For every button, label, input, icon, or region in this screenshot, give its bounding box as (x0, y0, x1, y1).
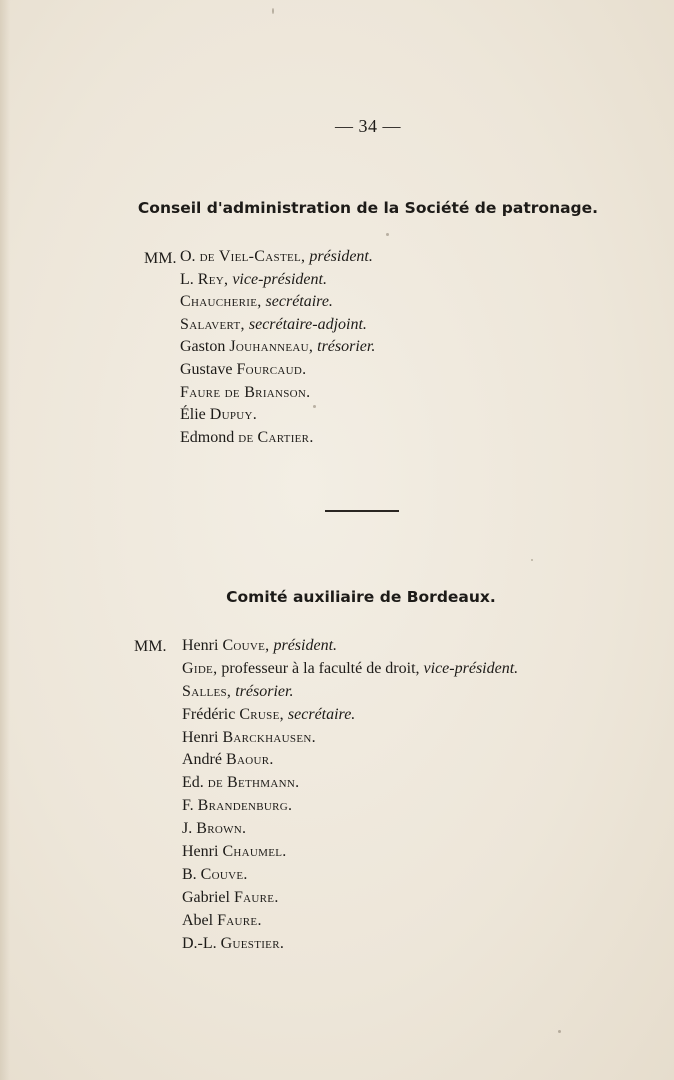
paper-speck (386, 233, 389, 236)
member-surname: Rey, (197, 270, 229, 288)
member-entry (180, 314, 375, 337)
member-surname: Barckhausen. (222, 728, 316, 746)
paper-speck (558, 1030, 561, 1033)
member-role: vice-président. (423, 659, 519, 677)
member-entry (182, 635, 518, 658)
member-entry (182, 933, 518, 956)
member-given-name: Henri (182, 843, 219, 861)
member-entry (182, 818, 518, 841)
member-role: secrétaire. (265, 293, 333, 311)
member-surname: Faure. (233, 888, 279, 906)
member-surname: Salles, (182, 682, 232, 700)
member-surname: Salavert, (180, 315, 245, 333)
member-entry (182, 841, 518, 864)
paper-speck (313, 405, 316, 408)
member-surname: Jouhanneau, (229, 338, 314, 356)
member-given-name: Frédéric (182, 705, 236, 723)
member-role: trésorier. (317, 338, 376, 356)
section-heading-conseil: Conseil d'administration de la Société de patronage. (137, 199, 599, 217)
member-given-name: Henri (182, 728, 219, 746)
member-given-name: Henri (182, 637, 219, 654)
member-given-name: B. (182, 865, 197, 883)
member-surname: Baour. (225, 751, 274, 769)
member-surname: Brown. (196, 820, 247, 838)
member-entry (182, 795, 518, 818)
member-entry (182, 772, 518, 795)
member-surname: Couve. (200, 865, 248, 883)
mm-abbreviation: MM. (144, 250, 177, 267)
member-list-comite (182, 635, 518, 955)
member-surname: Brandenburg. (197, 797, 293, 815)
member-given-name: D.-L. (182, 934, 217, 952)
member-description: professeur à la faculté de droit, (221, 659, 420, 677)
member-particle: de (238, 428, 254, 446)
member-given-name: André (182, 751, 222, 769)
member-given-name: L. (180, 270, 194, 288)
member-surname: Gide, (182, 659, 218, 677)
paper-speck (272, 8, 274, 14)
member-role: président. (273, 637, 338, 654)
member-entry (180, 336, 375, 359)
member-surname: Cruse, (239, 705, 284, 723)
member-given-name: Gabriel (182, 888, 230, 906)
member-entry (182, 727, 518, 750)
member-given-name: O. (180, 248, 196, 265)
member-particle: de (199, 248, 215, 265)
member-entry (182, 658, 518, 681)
member-surname: Faure. (217, 911, 262, 929)
member-given-name: Élie (180, 406, 206, 424)
member-surname: Guestier. (220, 934, 285, 952)
member-given-name: Edmond (180, 428, 235, 446)
member-entry (182, 704, 518, 727)
member-entry (180, 269, 375, 292)
member-given-name: Ed. (182, 774, 204, 792)
member-particle: de (207, 774, 224, 792)
section-heading-comite: Comité auxiliaire de Bordeaux. (226, 588, 496, 606)
member-role: trésorier. (235, 682, 294, 700)
page-number: — 34 — (335, 116, 401, 136)
member-given-name: Gaston (180, 338, 226, 356)
member-given-name: Abel (182, 911, 214, 929)
member-role: secrétaire. (287, 705, 356, 723)
member-surname: Fourcaud. (236, 360, 307, 378)
member-surname: Bethmann. (227, 774, 300, 792)
member-entry (180, 427, 375, 450)
member-entry (182, 749, 518, 772)
paper-speck (531, 559, 533, 561)
member-surname: Dupuy. (209, 406, 258, 424)
member-surname: Viel-Castel, (218, 248, 306, 265)
member-entry (182, 887, 518, 910)
member-entry (182, 910, 518, 933)
member-surname: Chaucherie, (180, 293, 262, 311)
member-given-name: Gustave (180, 360, 233, 378)
member-role: vice-président. (232, 270, 327, 288)
member-entry (182, 864, 518, 887)
member-entry (180, 246, 375, 269)
member-role: président. (309, 248, 373, 265)
member-given-name: F. (182, 797, 194, 815)
member-surname: Chaumel. (222, 843, 287, 861)
member-surname: Cartier. (257, 428, 314, 446)
member-entry (180, 382, 375, 405)
member-entry (182, 681, 518, 704)
member-entry (180, 359, 375, 382)
section-divider-rule (325, 510, 399, 512)
member-surname: Couve, (222, 637, 270, 654)
member-entry (180, 291, 375, 314)
member-given-name: J. (182, 820, 193, 838)
member-entry (180, 404, 375, 427)
member-role: secrétaire-adjoint. (248, 315, 367, 333)
member-list-conseil (180, 246, 375, 449)
member-surname: Faure de Brianson. (180, 383, 311, 401)
mm-abbreviation: MM. (134, 638, 167, 655)
page-binding-edge (0, 0, 10, 1080)
